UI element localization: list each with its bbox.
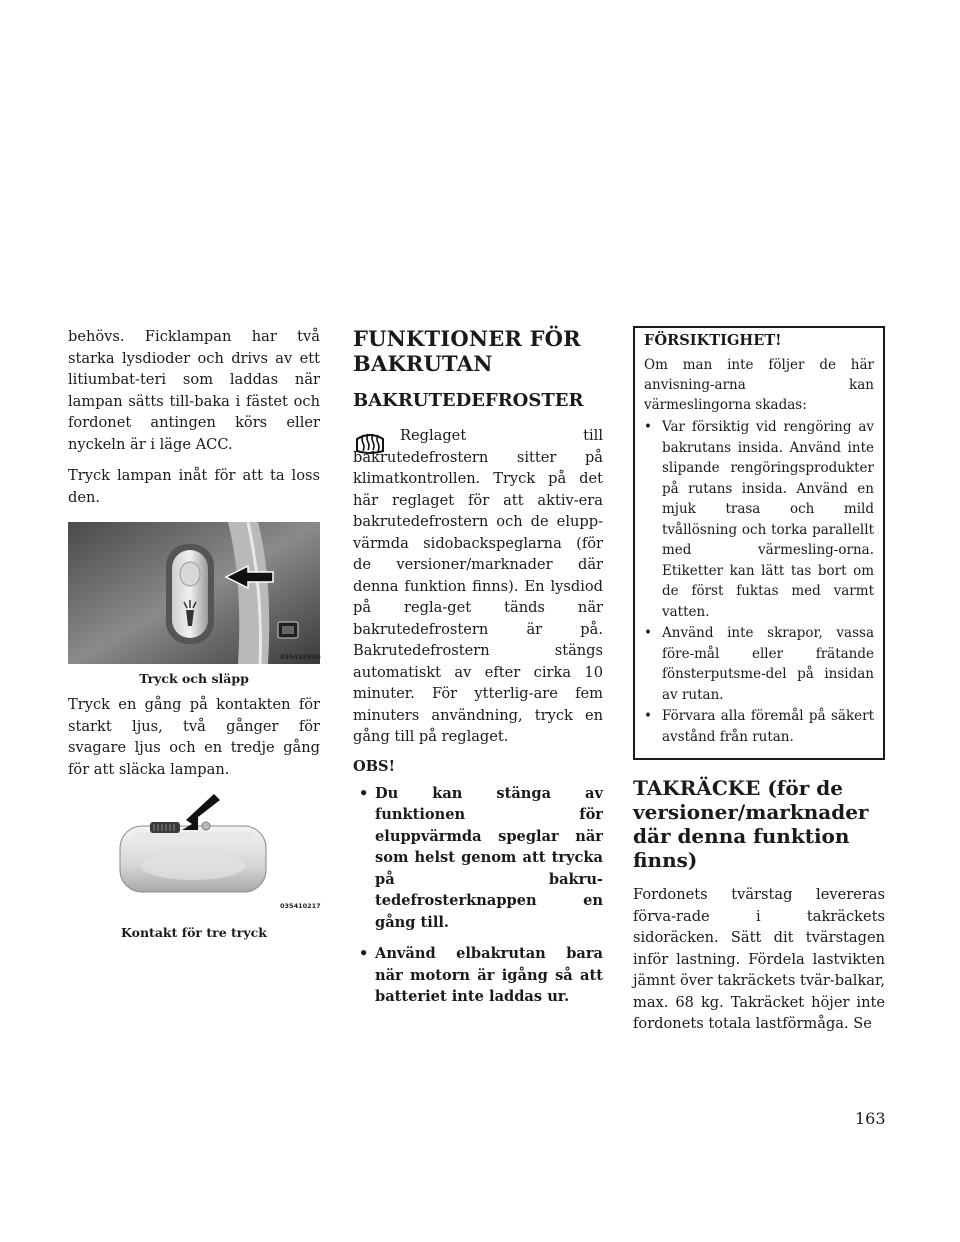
- list-item: • Använd inte skrapor, vassa före-mål eller frätande fönsterputsme-del på insidan av rutan.: [644, 623, 874, 705]
- column-left: [68, 326, 320, 940]
- figure-caption: Kontakt för tre tryck: [121, 925, 267, 940]
- caution-box: [633, 326, 885, 760]
- caution-title: FÖRSIKTIGHET!: [644, 332, 782, 349]
- figure-code: 035438800: [280, 653, 321, 661]
- body-paragraph: Fordonets tvärstag levereras förva-rade i takräckets sidoräcken. Sätt dit tvärstagen inför lastning. Fördela lastvikten jämnt över takräckets tvär-balkar, max. 68 kg. Takräcket höjer inte fordonets totala lastförmåga. Se: [633, 886, 885, 1032]
- section-heading: FUNKTIONER FÖR BAKRUTAN: [353, 326, 581, 376]
- flashlight-photo: [68, 522, 320, 664]
- body-paragraph: Tryck lampan inåt för att ta loss den.: [68, 467, 320, 506]
- column-right: [633, 326, 885, 1045]
- figure-switch: [68, 790, 320, 940]
- caution-intro: Om man inte följer de här anvisning-arna kan värmeslingorna skadas:: [644, 357, 874, 413]
- figure-caption: Tryck och släpp: [139, 671, 249, 686]
- column-middle: [353, 326, 603, 1018]
- body-paragraph: behövs. Ficklampan har två starka lysdioder och drivs av ett litiumbat-teri som laddas när lampan sätts till-baka i fästet och fordonet antingen körs eller nyckeln är i läge ACC.: [68, 328, 320, 453]
- list-item: • Förvara alla föremål på säkert avstånd från rutan.: [644, 706, 874, 747]
- body-paragraph: Reglaget till bakrutedefrostern sitter på klimatkontrollen. Tryck på det här reglaget för att aktiv-era bakrutedefrostern och de elupp-värmda sidobackspeglarna (för de versioner/marknader där denna funktion finns). En lysdiod på regla-get tänds när bakrutedefrostern är på. Bakrutedefrostern stängs automatiskt av efter cirka 10 minuter. För ytterlig-are fem minuters användning, tryck en gång till på reglaget.: [353, 427, 603, 745]
- note-list: [353, 783, 603, 1008]
- page-number: 163: [855, 1109, 886, 1128]
- switch-photo: [68, 790, 320, 918]
- figure-code: 035410217: [280, 902, 321, 910]
- list-item: • Var försiktig vid rengöring av bakrutans insida. Använd inte slipande rengöringsprodukter på rutans insida. Använd en mjuk trasa och mild tvållösning och torka parallellt med värmesling-orna. Etiketter kan lätt tas bort om de först fuktas med varmt vatten.: [644, 417, 874, 622]
- section-heading: TAKRÄCKE (för de versioner/marknader där denna funktion finns): [633, 776, 869, 872]
- rear-defrost-icon: [353, 429, 387, 459]
- list-item: • Du kan stänga av funktionen för eluppvärmda speglar när som helst genom att trycka på bakru-tedefrosterknappen en gång till.: [353, 783, 603, 934]
- list-item: • Använd elbakrutan bara när motorn är igång så att batteriet inte laddas ur.: [353, 943, 603, 1008]
- body-paragraph: Tryck en gång på kontakten för starkt ljus, två gånger för svagare ljus och en tredje gång för att släcka lampan.: [68, 696, 320, 778]
- caution-list: [644, 417, 874, 747]
- subsection-heading: BAKRUTEDEFROSTER: [353, 390, 584, 411]
- defrost-paragraph-wrap: [353, 425, 603, 748]
- note-title: OBS!: [353, 757, 395, 775]
- figure-flashlight: [68, 522, 320, 686]
